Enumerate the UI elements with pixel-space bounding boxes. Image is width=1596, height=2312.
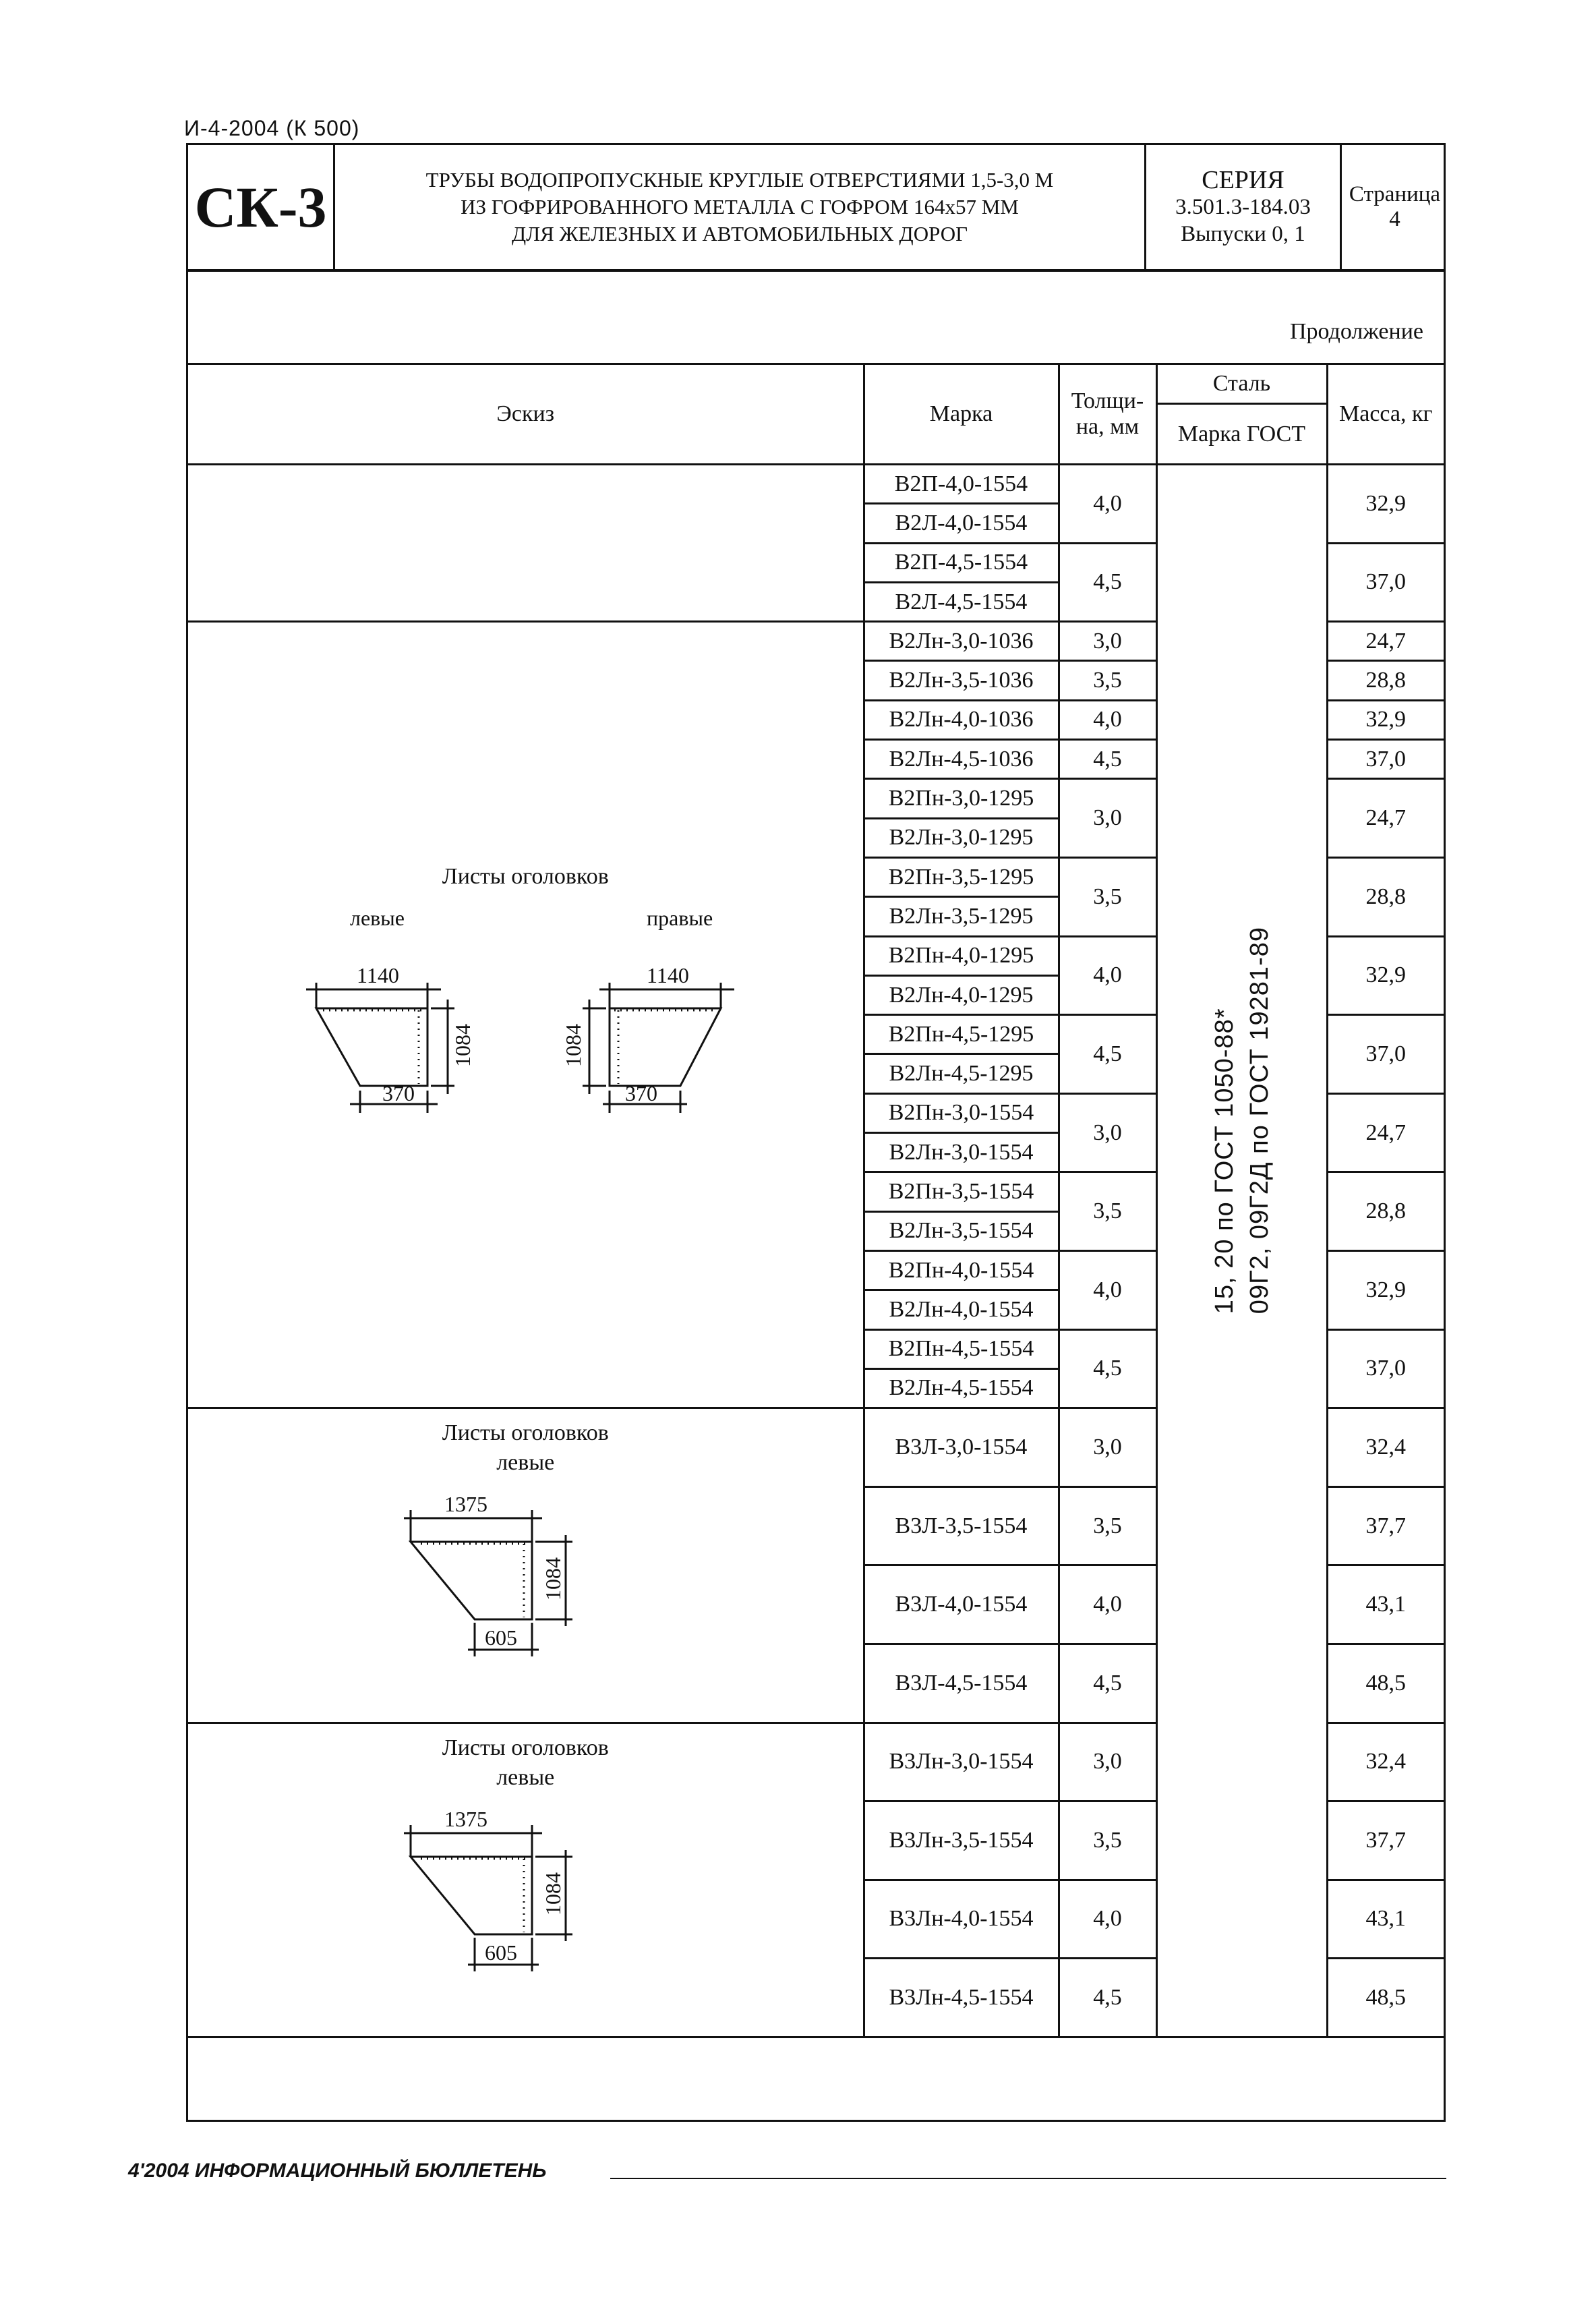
empty-bottom-row — [188, 2037, 1444, 2137]
sketch-caption: Листы оголовков — [442, 863, 609, 889]
mark-cell: В2Л-4,5-1554 — [864, 582, 1059, 621]
thickness-cell: 3,0 — [1059, 622, 1156, 661]
thickness-cell: 3,0 — [1059, 779, 1156, 858]
mark-cell: В3Лн-4,5-1554 — [864, 1959, 1059, 2038]
mark-cell: В2Л-4,0-1554 — [864, 504, 1059, 543]
head-sheet-sketch-left — [404, 1478, 647, 1680]
dim-bottom: 370 — [625, 1080, 658, 1105]
col-steel-sub-header: Марка ГОСТ — [1156, 404, 1327, 465]
mark-cell: В2П-4,5-1554 — [864, 543, 1059, 582]
mass-cell: 43,1 — [1327, 1880, 1444, 1959]
mark-cell: В2Лн-3,0-1036 — [864, 622, 1059, 661]
sketch-cell — [188, 465, 864, 622]
sketch-cell — [188, 622, 864, 1408]
document-code: И-4-2004 (К 500) — [184, 116, 360, 140]
thickness-cell: 3,5 — [1059, 857, 1156, 936]
dim-bottom: 605 — [485, 1625, 518, 1650]
thickness-cell: 4,5 — [1059, 1959, 1156, 2038]
footer-rule — [610, 2178, 1446, 2179]
series-label: СЕРИЯ — [1202, 166, 1284, 194]
mass-cell: 37,0 — [1327, 1329, 1444, 1408]
mark-cell: В2Лн-3,5-1036 — [864, 661, 1059, 700]
sketch-cell — [188, 1408, 864, 1723]
dim-height: 1084 — [561, 1023, 586, 1067]
empty-cell — [188, 2037, 1444, 2137]
mass-cell: 32,9 — [1327, 700, 1444, 739]
mass-cell: 24,7 — [1327, 622, 1444, 661]
continuation-label: Продолжение — [1289, 319, 1423, 344]
mass-cell: 37,0 — [1327, 740, 1444, 779]
thickness-cell: 4,0 — [1059, 1565, 1156, 1644]
thickness-cell: 4,0 — [1059, 1880, 1156, 1959]
title-line: ДЛЯ ЖЕЛЕЗНЫХ И АВТОМОБИЛЬНЫХ ДОРОГ — [511, 222, 968, 245]
table-row — [188, 465, 1444, 504]
mass-cell: 37,0 — [1327, 1015, 1444, 1094]
mass-cell: 28,8 — [1327, 661, 1444, 700]
thickness-cell: 4,5 — [1059, 543, 1156, 622]
thickness-cell: 3,5 — [1059, 1172, 1156, 1251]
dim-width: 1140 — [357, 962, 400, 987]
mass-cell: 32,9 — [1327, 1250, 1444, 1329]
mark-cell: В3Лн-4,0-1554 — [864, 1880, 1059, 1959]
thickness-cell: 4,5 — [1059, 740, 1156, 779]
title-block — [186, 143, 1446, 271]
thickness-cell: 4,0 — [1059, 700, 1156, 739]
mass-cell: 32,4 — [1327, 1723, 1444, 1801]
col-steel-header: Сталь — [1156, 364, 1327, 404]
mass-cell: 37,0 — [1327, 543, 1444, 622]
dim-width: 1375 — [444, 1492, 488, 1517]
head-sheet-sketch-left — [404, 1793, 647, 1995]
sketch-caption: Листы оголовков — [442, 1420, 609, 1446]
mark-cell: В2Пн-3,5-1295 — [864, 857, 1059, 896]
dim-height: 1084 — [541, 1872, 566, 1915]
mark-cell: В2Пн-4,0-1554 — [864, 1250, 1059, 1290]
mark-cell: В2Лн-4,5-1295 — [864, 1054, 1059, 1093]
col-sketch-header: Эскиз — [188, 364, 864, 465]
dim-bottom: 605 — [485, 1940, 518, 1965]
mark-cell: В2Лн-4,5-1036 — [864, 740, 1059, 779]
head-sheet-sketch-lr — [269, 898, 781, 1141]
mass-cell: 37,7 — [1327, 1486, 1444, 1565]
mass-cell: 28,8 — [1327, 857, 1444, 936]
mark-cell: В2Пн-3,0-1295 — [864, 779, 1059, 818]
mark-cell: В3Л-4,0-1554 — [864, 1565, 1059, 1644]
mark-cell: В2П-4,0-1554 — [864, 465, 1059, 504]
sketch-cell — [188, 1723, 864, 2037]
mark-cell: В2Лн-3,5-1295 — [864, 897, 1059, 936]
sketch-subcaption: левые — [496, 1764, 555, 1790]
spec-table — [188, 363, 1444, 2137]
thickness-cell: 3,0 — [1059, 1408, 1156, 1487]
mark-cell: В2Лн-3,0-1554 — [864, 1133, 1059, 1172]
thickness-cell: 4,0 — [1059, 1250, 1156, 1329]
col-mark-header: Марка — [864, 364, 1059, 465]
thickness-cell: 3,5 — [1059, 1486, 1156, 1565]
mass-cell: 43,1 — [1327, 1565, 1444, 1644]
thickness-cell: 3,0 — [1059, 1093, 1156, 1172]
mark-cell: В3Л-4,5-1554 — [864, 1644, 1059, 1723]
mark-cell: В2Лн-4,0-1036 — [864, 700, 1059, 739]
mass-cell: 32,9 — [1327, 936, 1444, 1015]
steel-cell — [1156, 465, 1327, 2038]
mark-cell: В2Пн-4,5-1554 — [864, 1329, 1059, 1368]
mark-cell: В2Лн-4,5-1554 — [864, 1368, 1059, 1408]
dim-width: 1140 — [647, 962, 690, 987]
mark-cell: В3Лн-3,5-1554 — [864, 1801, 1059, 1880]
mark-cell: В2Пн-4,0-1295 — [864, 936, 1059, 975]
sketch-left-label: левые — [350, 905, 405, 930]
thickness-cell: 4,5 — [1059, 1644, 1156, 1723]
mark-cell: В2Лн-3,5-1554 — [864, 1211, 1059, 1250]
mass-cell: 48,5 — [1327, 1644, 1444, 1723]
dim-height: 1084 — [450, 1023, 475, 1067]
mark-cell: В3Л-3,0-1554 — [864, 1408, 1059, 1487]
mass-cell: 24,7 — [1327, 779, 1444, 858]
mass-cell: 32,4 — [1327, 1408, 1444, 1487]
dim-width: 1375 — [444, 1806, 488, 1831]
footer-title: 4'2004 ИНФОРМАЦИОННЫЙ БЮЛЛЕТЕНЬ — [128, 2160, 547, 2182]
mass-cell: 24,7 — [1327, 1093, 1444, 1172]
mass-cell: 37,7 — [1327, 1801, 1444, 1880]
page-number: Страница 4 — [1349, 182, 1441, 231]
mark-cell: В2Пн-3,5-1554 — [864, 1172, 1059, 1211]
col-thickness-header: Толщи-на, мм — [1059, 364, 1156, 465]
mark-cell: В3Л-3,5-1554 — [864, 1486, 1059, 1565]
sheet-code: СК-3 — [188, 145, 335, 269]
mass-cell: 28,8 — [1327, 1172, 1444, 1251]
dim-height: 1084 — [541, 1557, 566, 1601]
sheet-body — [186, 270, 1446, 2122]
mark-cell: В2Пн-3,0-1554 — [864, 1093, 1059, 1132]
thickness-cell: 4,5 — [1059, 1329, 1156, 1408]
dim-bottom: 370 — [382, 1080, 415, 1105]
steel-line: 15, 20 по ГОСТ 1050-88* — [1210, 1008, 1239, 1314]
mark-cell: В2Пн-4,5-1295 — [864, 1015, 1059, 1054]
mass-cell: 32,9 — [1327, 465, 1444, 544]
sketch-subcaption: левые — [496, 1450, 555, 1476]
steel-line: 09Г2, 09Г2Д по ГОСТ 19281-89 — [1245, 927, 1274, 1314]
series-block — [1146, 145, 1342, 269]
thickness-cell: 4,0 — [1059, 465, 1156, 544]
mark-cell: В2Лн-3,0-1295 — [864, 818, 1059, 857]
document-title — [335, 145, 1146, 269]
thickness-cell: 3,5 — [1059, 1801, 1156, 1880]
title-line: ТРУБЫ ВОДОПРОПУСКНЫЕ КРУГЛЫЕ ОТВЕРСТИЯМИ 1,5-3,0 М — [425, 168, 1054, 192]
mark-cell: В2Лн-4,0-1295 — [864, 975, 1059, 1014]
mass-cell: 48,5 — [1327, 1959, 1444, 2038]
sketch-right-label: правые — [647, 905, 713, 930]
mark-cell: В3Лн-3,0-1554 — [864, 1723, 1059, 1801]
steel-grades — [1207, 927, 1277, 1314]
thickness-cell: 4,0 — [1059, 936, 1156, 1015]
col-mass-header: Масса, кг — [1327, 364, 1444, 465]
sketch-caption: Листы оголовков — [442, 1735, 609, 1760]
thickness-cell: 4,5 — [1059, 1015, 1156, 1094]
series-issues: Выпуски 0, 1 — [1181, 222, 1305, 246]
thickness-cell: 3,5 — [1059, 661, 1156, 700]
title-line: ИЗ ГОФРИРОВАННОГО МЕТАЛЛА С ГОФРОМ 164х57 ММ — [461, 195, 1019, 219]
thickness-cell: 3,0 — [1059, 1723, 1156, 1801]
mark-cell: В2Лн-4,0-1554 — [864, 1290, 1059, 1329]
series-number: 3.501.3-184.03 — [1175, 195, 1311, 219]
